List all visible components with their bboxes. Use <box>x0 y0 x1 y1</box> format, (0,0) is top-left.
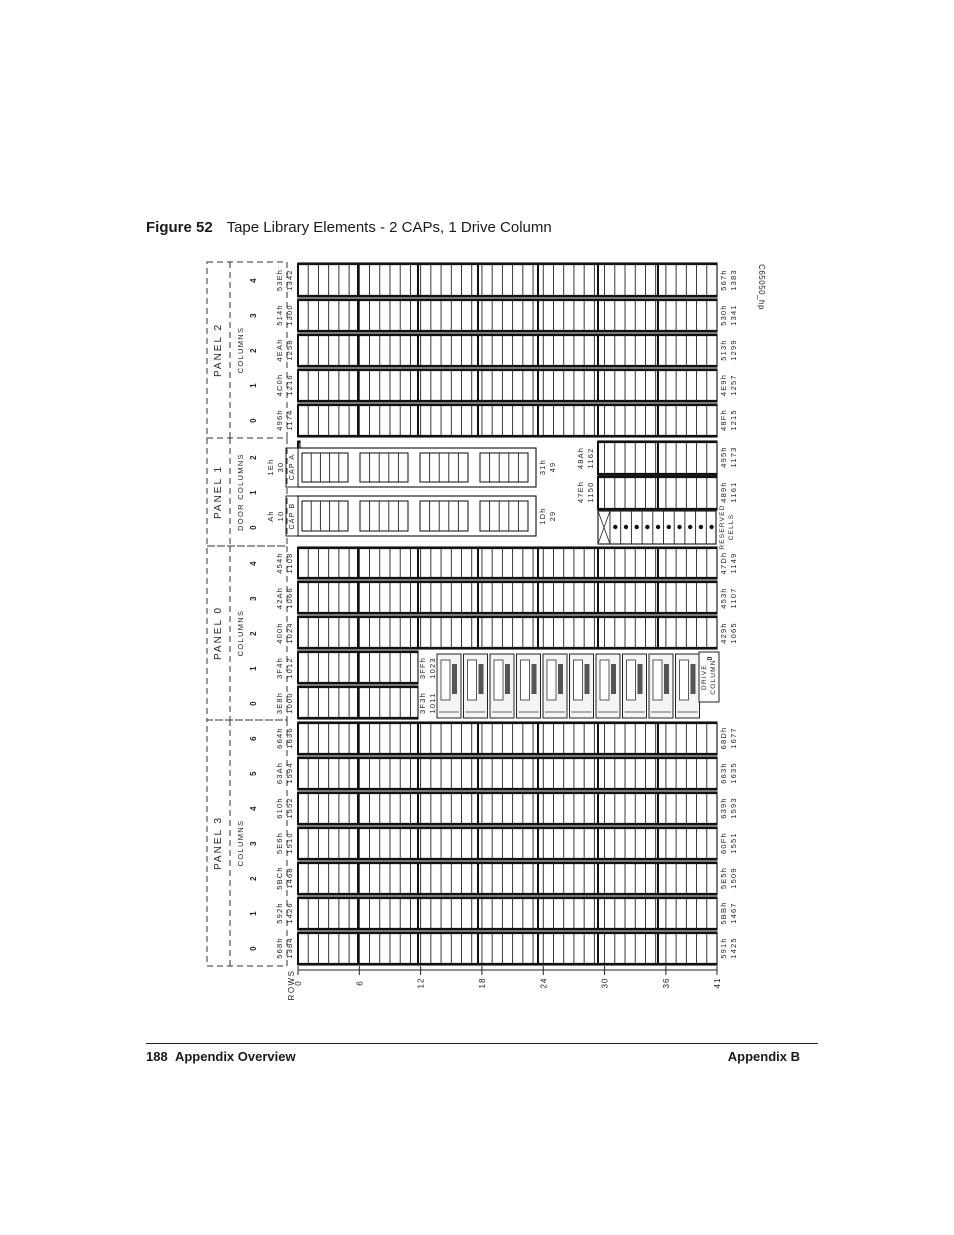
column-bottom-hex: 68Dh <box>719 726 728 750</box>
tape-drive-slot <box>547 660 556 700</box>
column-bottom-dec: 1065 <box>729 622 738 644</box>
reserved-dot <box>667 525 671 529</box>
column-number: 0 <box>249 945 258 951</box>
column-number: 1 <box>249 665 258 671</box>
column-top-dec: 1300 <box>285 304 294 326</box>
column-top-dec: 1000 <box>285 692 294 714</box>
tape-drive-slot <box>441 660 450 700</box>
column-top-hex: 5BCh <box>275 866 284 890</box>
column-top-dec: 1384 <box>285 937 294 959</box>
cap-b-label: CAP B <box>289 502 296 530</box>
panel0-column-0-cells <box>298 686 418 719</box>
panel3-column-2-cells <box>298 862 717 895</box>
column-bottom-hex: 453h <box>719 587 728 609</box>
column-bottom-hex: 5BBh <box>719 901 728 925</box>
column-number: 2 <box>249 454 258 460</box>
column-number: 6 <box>249 735 258 741</box>
panel2-column-4-cells <box>298 404 717 437</box>
column-number: 0 <box>249 417 258 423</box>
column-top-dec: 1216 <box>285 374 294 396</box>
row-tick-label: 0 <box>294 980 303 986</box>
drive-column-number: 0 <box>707 655 714 661</box>
section-title: Appendix Overview <box>174 1049 296 1064</box>
column-top-hex: 5E6h <box>275 831 284 855</box>
tape-drive-slot <box>680 660 689 700</box>
column-number: 3 <box>249 595 258 601</box>
drive-first-hex: 3F3h <box>418 692 427 714</box>
tape-drive-panel <box>505 664 510 694</box>
column-number: 3 <box>249 312 258 318</box>
tape-drive-panel <box>558 664 563 694</box>
reserved-label: CELLS <box>728 513 735 541</box>
reserved-dot <box>624 525 628 529</box>
panel0-column-2-cells <box>298 616 717 649</box>
panel3-column-6-cells <box>298 722 717 755</box>
reserved-dot <box>656 525 660 529</box>
column-bottom-dec: 1215 <box>729 409 738 431</box>
panel1-middle-a-hex: 47Eh <box>576 480 585 504</box>
panel-sub-label: COLUMNS <box>236 609 245 657</box>
tape-drive-panel <box>479 664 484 694</box>
cap-b-top-dec: 10 <box>276 510 285 522</box>
cap-a-magazine <box>302 453 348 482</box>
rows-label: ROWS <box>287 969 296 1001</box>
column-number: 0 <box>249 700 258 706</box>
panel1-middle-b-hex: 48Ah <box>576 446 585 470</box>
panel0-column-4-cells-frame <box>298 547 717 579</box>
column-bottom-hex: 513h <box>719 339 728 361</box>
panel1-middle-a-dec: 1150 <box>586 481 595 503</box>
panel3-column-5-cells-frame <box>298 757 717 790</box>
column-top-hex: 42Ah <box>275 586 284 610</box>
page-number: 188 <box>146 1049 168 1064</box>
tape-drive-panel <box>691 664 696 694</box>
column-top-hex: 400h <box>275 622 284 644</box>
panel1-column-2-cells <box>598 441 717 475</box>
cap-a-bottom-hex: 31h <box>538 458 547 476</box>
tape-drive-panel <box>664 664 669 694</box>
column-top-hex: 4EAh <box>275 338 284 362</box>
column-number: 4 <box>249 560 258 566</box>
column-top-hex: 53Eh <box>275 268 284 292</box>
reserved-dot <box>645 525 649 529</box>
figure-id: C65050_hp <box>757 264 766 310</box>
column-top-dec: 1174 <box>285 409 294 431</box>
column-bottom-hex: 489h <box>719 481 728 503</box>
row-tick-label: 36 <box>661 977 671 989</box>
column-bottom-dec: 1593 <box>729 797 738 819</box>
panel3-column-1-cells-frame <box>298 897 717 930</box>
column-number: 4 <box>249 277 258 283</box>
drive-first-dec: 1011 <box>428 692 437 714</box>
column-top-dec: 1342 <box>285 269 294 291</box>
column-bottom-dec: 1299 <box>729 339 738 361</box>
cap-b-magazine <box>480 501 528 531</box>
drive-last-dec: 1023 <box>428 657 437 679</box>
column-top-dec: 1426 <box>285 902 294 924</box>
cap-a-top-hex: 1Eh <box>266 458 275 476</box>
reserved-dot <box>699 525 703 529</box>
reserved-dot <box>688 525 692 529</box>
panel-sub-label: COLUMNS <box>236 326 245 374</box>
column-bottom-hex: 591h <box>719 937 728 959</box>
tape-drive-slot <box>494 660 503 700</box>
panel2-column-1-cells <box>298 299 717 332</box>
column-top-hex: 568h <box>275 937 284 959</box>
panel2-column-3-cells <box>298 369 717 402</box>
column-bottom-hex: 4E9h <box>719 373 728 397</box>
column-bottom-hex: 530h <box>719 304 728 326</box>
column-number: 1 <box>249 382 258 388</box>
column-bottom-hex: 639h <box>719 797 728 819</box>
tape-drive-slot <box>468 660 477 700</box>
tape-drive-slot <box>521 660 530 700</box>
panel2-column-2-cells-frame <box>298 334 717 367</box>
tape-drive-slot <box>600 660 609 700</box>
cap-b-magazine <box>420 501 468 531</box>
panel3-column-3-cells-frame <box>298 827 717 860</box>
panel2-column-3-cells-frame <box>298 369 717 402</box>
column-top-hex: 63Ah <box>275 761 284 785</box>
cap-b-bottom-dec: 29 <box>548 510 557 522</box>
reserved-dot <box>709 525 713 529</box>
column-bottom-hex: 5E5h <box>719 866 728 890</box>
tape-drive-panel <box>452 664 457 694</box>
cap-a-magazine <box>480 453 528 482</box>
panel0-column-3-cells-frame <box>298 581 717 614</box>
column-bottom-dec: 1257 <box>729 374 738 396</box>
column-bottom-dec: 1551 <box>729 832 738 854</box>
panel-name: PANEL 2 <box>213 322 224 378</box>
panel0-column-4-cells <box>298 547 717 579</box>
cap-a-bottom-dec: 49 <box>548 461 557 473</box>
column-bottom-hex: 60Fh <box>719 832 728 854</box>
column-top-hex: 514h <box>275 304 284 326</box>
reserved-dot <box>635 525 639 529</box>
column-number: 2 <box>249 347 258 353</box>
panel1-column-1-cells <box>598 476 717 510</box>
column-top-dec: 1066 <box>285 587 294 609</box>
panel-name: PANEL 3 <box>213 815 224 871</box>
footer-left <box>146 1049 296 1064</box>
column-bottom-dec: 1383 <box>729 269 738 291</box>
panel3-column-1-cells <box>298 897 717 930</box>
column-bottom-dec: 1107 <box>729 587 738 609</box>
column-bottom-hex: 567h <box>719 269 728 291</box>
panel3-column-0-cells <box>298 932 717 965</box>
column-number: 4 <box>249 805 258 811</box>
column-number: 5 <box>249 770 258 776</box>
cap-a-label: CAP A <box>289 453 296 481</box>
drive-last-hex: 3FFh <box>418 656 427 680</box>
column-number: 3 <box>249 840 258 846</box>
cap-b-magazine <box>360 501 408 531</box>
column-top-dec: 1468 <box>285 867 294 889</box>
cap-b-bottom-hex: 1Dh <box>538 507 547 525</box>
panel3-column-4-cells <box>298 792 717 825</box>
reserved-cells <box>598 511 716 544</box>
panel0-column-2-cells-frame <box>298 616 717 649</box>
column-top-dec: 1552 <box>285 797 294 819</box>
row-tick-label: 24 <box>539 977 549 989</box>
column-bottom-dec: 1509 <box>729 867 738 889</box>
drive-column <box>437 652 719 718</box>
row-tick-label: 30 <box>600 977 610 989</box>
column-top-hex: 496h <box>275 409 284 431</box>
cap-b-magazine <box>302 501 348 531</box>
panel2-column-0-cells-frame <box>298 263 717 297</box>
cap-b-top-hex: Ah <box>266 510 275 522</box>
column-top-dec: 1024 <box>285 622 294 644</box>
tape-drive-slot <box>574 660 583 700</box>
figure-title: Tape Library Elements - 2 CAPs, 1 Drive Column <box>226 219 552 236</box>
panel-sub-label: DOOR COLUMNS <box>236 453 245 531</box>
panel3-column-4-cells-frame <box>298 792 717 825</box>
panel2-column-0-cells <box>298 263 717 297</box>
panel1-middle-b-dec: 1162 <box>586 447 595 469</box>
column-top-dec: 1258 <box>285 339 294 361</box>
reserved-dot <box>677 525 681 529</box>
column-number: 2 <box>249 630 258 636</box>
column-bottom-dec: 1149 <box>729 552 738 574</box>
cap-a-magazine <box>360 453 408 482</box>
reserved-label: RESERVED <box>719 504 726 550</box>
column-number: 0 <box>249 524 258 530</box>
cap-a-magazine <box>420 453 468 482</box>
column-bottom-hex: 48Fh <box>719 409 728 431</box>
panel2-column-1-cells-frame <box>298 299 717 332</box>
column-top-hex: 454h <box>275 552 284 574</box>
tape-drive-panel <box>611 664 616 694</box>
column-top-dec: 1012 <box>285 657 294 679</box>
panel0-column-3-cells <box>298 581 717 614</box>
rows-axis <box>298 966 717 975</box>
column-bottom-hex: 495h <box>719 446 728 468</box>
panel2-column-2-cells <box>298 334 717 367</box>
tape-drive-panel <box>532 664 537 694</box>
column-top-dec: 1636 <box>285 727 294 749</box>
panel-name: PANEL 1 <box>213 464 224 520</box>
column-bottom-dec: 1341 <box>729 304 738 326</box>
column-top-dec: 1594 <box>285 762 294 784</box>
panel3-column-0-cells-frame <box>298 932 717 965</box>
cap-magazines <box>286 448 536 536</box>
row-tick-label: 12 <box>416 977 426 989</box>
panel3-column-6-cells-frame <box>298 722 717 755</box>
panel3-column-3-cells <box>298 827 717 860</box>
column-number: 1 <box>249 489 258 495</box>
panel3-column-2-cells-frame <box>298 862 717 895</box>
column-bottom-hex: 663h <box>719 762 728 784</box>
column-top-hex: 3E8h <box>275 691 284 715</box>
column-bottom-dec: 1635 <box>729 762 738 784</box>
row-tick-label: 18 <box>477 977 487 989</box>
column-bottom-dec: 1425 <box>729 937 738 959</box>
footer-divider <box>146 1043 818 1044</box>
column-top-dec: 1108 <box>285 552 294 574</box>
reserved-dot <box>613 525 617 529</box>
panel3-column-5-cells <box>298 757 717 790</box>
column-top-hex: 592h <box>275 902 284 924</box>
column-bottom-hex: 429h <box>719 622 728 644</box>
column-bottom-dec: 1677 <box>729 727 738 749</box>
panel2-column-4-cells-frame <box>298 404 717 437</box>
column-top-dec: 1510 <box>285 832 294 854</box>
panel-sub-label: COLUMNS <box>236 819 245 867</box>
tape-drive-slot <box>627 660 636 700</box>
column-bottom-dec: 1161 <box>729 481 738 503</box>
cap-a-top-dec: 30 <box>276 461 285 473</box>
column-top-hex: 610h <box>275 797 284 819</box>
column-bottom-hex: 47Dh <box>719 551 728 575</box>
column-number: 1 <box>249 910 258 916</box>
tape-drive-panel <box>638 664 643 694</box>
drive-column-label: COLUMN <box>710 659 717 695</box>
column-top-hex: 4C0h <box>275 373 284 397</box>
column-top-hex: 664h <box>275 727 284 749</box>
row-tick-label: 41 <box>713 977 722 989</box>
column-top-hex: 3F4h <box>275 657 284 679</box>
column-number: 2 <box>249 875 258 881</box>
panel0-column-1-cells <box>298 651 418 684</box>
footer-right: Appendix B <box>727 1049 800 1064</box>
row-tick-label: 6 <box>355 980 365 986</box>
drive-column-label: DRIVE <box>701 664 708 690</box>
column-bottom-dec: 1467 <box>729 902 738 924</box>
column-bottom-dec: 1173 <box>729 446 738 468</box>
panel-name: PANEL 0 <box>213 605 224 661</box>
tape-drive-panel <box>585 664 590 694</box>
figure-label: Figure 52 <box>146 219 213 236</box>
tape-drive-slot <box>653 660 662 700</box>
